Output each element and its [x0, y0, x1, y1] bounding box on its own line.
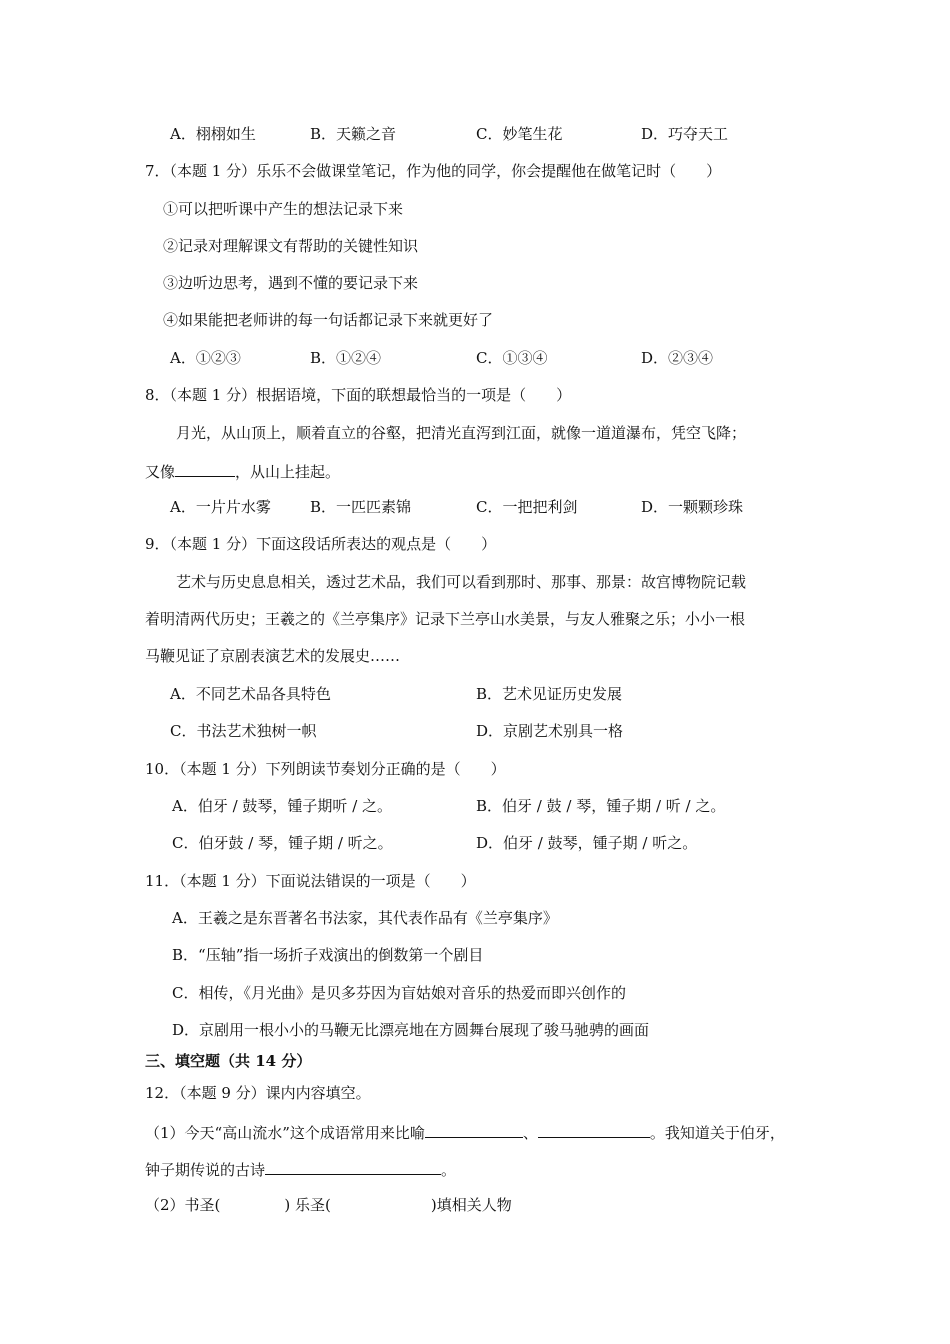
q11-option-d: D．京剧用一根小小的马鞭无比漂亮地在方圆舞台展现了骏马驰骋的画面 — [172, 1021, 650, 1039]
q9-option-c: C．书法艺术独树一帜 — [170, 722, 317, 740]
q12-part1-text-c: 钟子期传说的古诗 — [145, 1161, 266, 1179]
q9-passage-line-3: 马鞭见证了京剧表演艺术的发展史…… — [145, 647, 401, 665]
q8-option-d: D．一颗颗珍珠 — [641, 498, 744, 516]
q12-part1-text-b: 。我知道关于伯牙， — [649, 1124, 785, 1142]
q12-stem: 12．（本题 9 分）课内内容填空。 — [145, 1084, 371, 1102]
q8-answer-blank[interactable] — [175, 460, 235, 477]
q6-option-d: D．巧夺天工 — [641, 125, 729, 143]
q8-option-a: A．一片片水雾 — [170, 498, 271, 516]
q12-blank-1[interactable] — [425, 1121, 523, 1138]
q10-stem: 10．（本题 1 分）下列朗读节奏划分正确的是（ ） — [145, 760, 506, 778]
q7-item-4: ④如果能把老师讲的每一句话都记录下来就更好了 — [163, 311, 494, 329]
q12-part2-line — [145, 1195, 512, 1215]
q7-stem: 7．（本题 1 分）乐乐不会做课堂笔记，作为他的同学，你会提醒他在做笔记时（ ） — [145, 162, 722, 180]
q9-passage-line-2: 着明清两代历史；王羲之的《兰亭集序》记录下兰亭山水美景，与友人雅聚之乐；小小一根 — [145, 610, 746, 628]
q7-option-b: B．①②④ — [310, 349, 382, 367]
q9-stem: 9．（本题 1 分）下面这段话所表达的观点是（ ） — [145, 535, 497, 553]
q12-part1-text-a: （1）今天“高山流水”这个成语常用来比喻 — [145, 1124, 425, 1142]
q7-item-3: ③边听边思考，遇到不懂的要记录下来 — [163, 274, 419, 292]
q11-stem: 11．（本题 1 分）下面说法错误的一项是（ ） — [145, 872, 476, 890]
q7-item-2: ②记录对理解课文有帮助的关键性知识 — [163, 237, 419, 255]
q12-part1-separator: 、 — [522, 1124, 538, 1142]
q11-option-b: B．“压轴”指一场折子戏演出的倒数第一个剧目 — [172, 946, 484, 964]
q12-part1-line-1 — [145, 1121, 785, 1143]
q12-part2-text-a: （2）书圣( — [145, 1196, 221, 1214]
q9-passage-line-1: 艺术与历史息息相关，透过艺术品，我们可以看到那时、那事、那景：故宫博物院记载 — [176, 573, 747, 591]
q10-option-c: C．伯牙鼓 / 琴，锺子期 / 听之。 — [172, 834, 393, 852]
q12-part1-end: 。 — [441, 1161, 457, 1179]
q10-option-d: D．伯牙 / 鼓琴，锺子期 / 听之。 — [476, 834, 698, 852]
q7-option-c: C．①③④ — [476, 349, 548, 367]
q8-passage-line-2 — [145, 460, 340, 482]
q7-option-d: D．②③④ — [641, 349, 714, 367]
q8-passage-text-a: 又像 — [145, 463, 176, 481]
q11-option-c: C．相传，《月光曲》是贝多芬因为盲姑娘对音乐的热爱而即兴创作的 — [172, 984, 626, 1002]
q8-option-c: C．一把把利剑 — [476, 498, 578, 516]
q6-option-c: C．妙笔生花 — [476, 125, 563, 143]
q9-option-b: B．艺术见证历史发展 — [476, 685, 623, 703]
section-3-heading: 三、填空题（共 14 分） — [145, 1052, 312, 1070]
q8-passage-line-1: 月光，从山顶上，顺着直立的谷壑，把清光直泻到江面，就像一道道瀑布，凭空飞降； — [176, 424, 747, 442]
q12-part1-line-2 — [145, 1158, 456, 1180]
q9-option-d: D．京剧艺术别具一格 — [476, 722, 624, 740]
q12-blank-2[interactable] — [538, 1121, 650, 1138]
q10-option-a: A．伯牙 / 鼓琴，锺子期听 / 之。 — [172, 797, 393, 815]
q6-option-a: A．栩栩如生 — [170, 125, 256, 143]
q12-part2-text-c: )填相关人物 — [430, 1196, 512, 1214]
q12-blank-3[interactable] — [265, 1158, 441, 1175]
q8-stem: 8．（本题 1 分）根据语境，下面的联想最恰当的一项是（ ） — [145, 386, 572, 404]
q11-option-a: A．王羲之是东晋著名书法家，其代表作品有《兰亭集序》 — [172, 909, 558, 927]
q9-option-a: A．不同艺术品各具特色 — [170, 685, 331, 703]
q7-item-1: ①可以把听课中产生的想法记录下来 — [163, 200, 404, 218]
q8-option-b: B．一匹匹素锦 — [310, 498, 412, 516]
q6-option-b: B．天籁之音 — [310, 125, 397, 143]
q12-part2-text-b: ) 乐圣( — [284, 1196, 331, 1214]
q8-passage-text-b: ，从山上挂起。 — [235, 463, 341, 481]
q7-option-a: A．①②③ — [170, 349, 241, 367]
q10-option-b: B．伯牙 / 鼓 / 琴，锺子期 / 听 / 之。 — [476, 797, 726, 815]
